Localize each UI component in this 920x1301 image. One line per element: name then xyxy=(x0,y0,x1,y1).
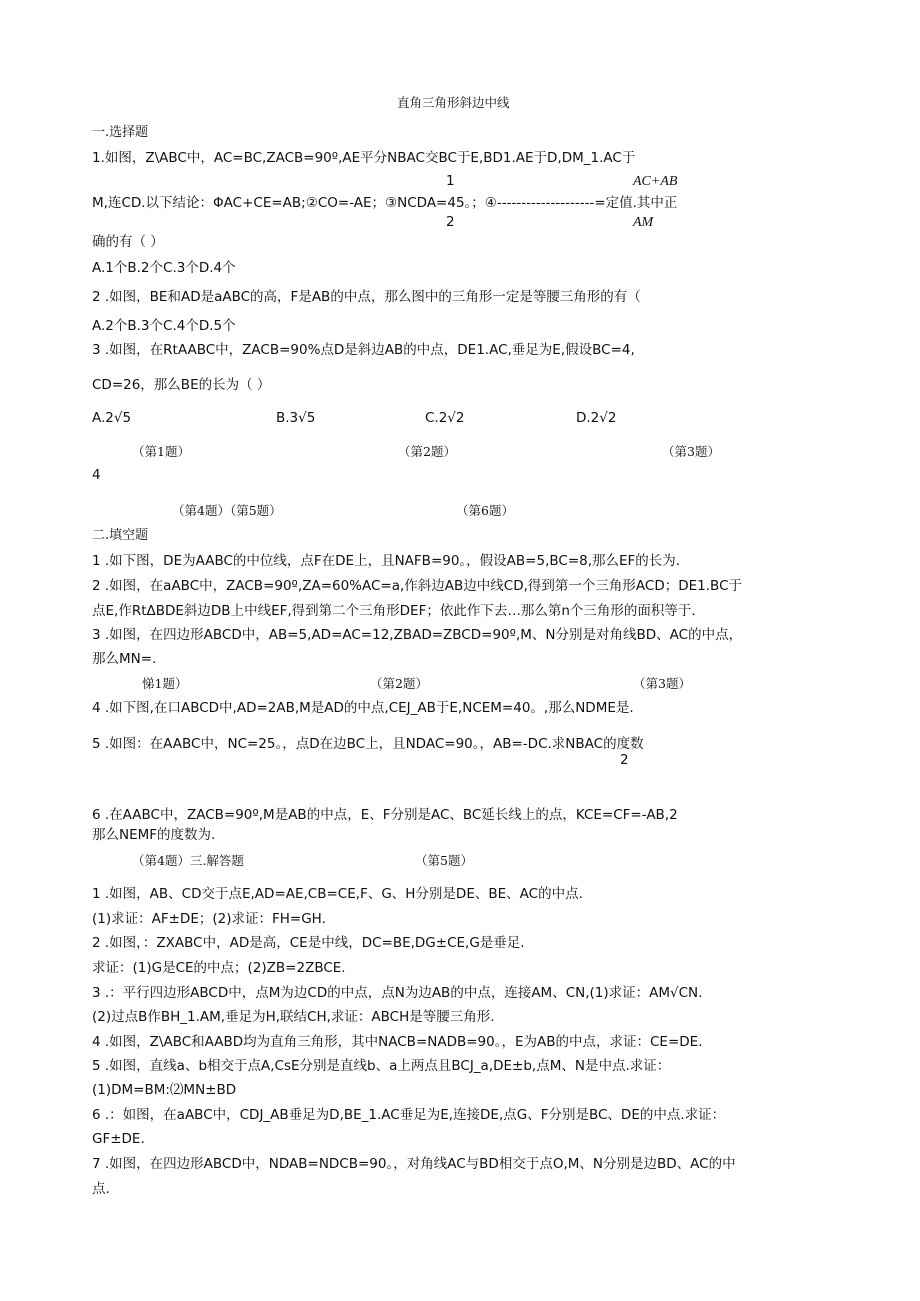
s2-q6-line1: 6 .在AABC中，ZACB=90º,M是AB的中点，E、F分别是AC、BC延长线上的点，KCE=CF=-AB,2 xyxy=(92,807,678,823)
s2-fig-label-4-and-section3-heading: （第4题）三.解答题 xyxy=(132,853,244,868)
s1-q1-frac-den: 2 xyxy=(446,214,455,230)
s3-q2-line2: 求证：(1)G是CE的中点；(2)ZB=2ZBCE. xyxy=(92,960,346,976)
s3-q1-line1: 1 .如图，AB、CD交于点E,AD=AE,CB=CE,F、G、H分别是DE、BE、AC的中点. xyxy=(92,886,583,902)
s1-q3-line2: CD=26，那么BE的长为（ ） xyxy=(92,377,271,393)
s1-q3-option-a: A.2√5 xyxy=(92,410,132,426)
section2-heading: 二.填空题 xyxy=(92,528,149,543)
s1-q1-frac-num: 1 xyxy=(446,173,455,189)
s2-q4: 4 .如下图,在口ABCD中,AD=2AB,M是AD的中点,CEJ_AB于E,NCEM=40。,那么NDME是. xyxy=(92,700,634,716)
s2-q6-line2: 那么NEMF的度数为. xyxy=(92,827,216,843)
s1-q1-frac-top-right: AC+AB xyxy=(633,174,678,189)
s3-q5-line2: (1)DM=BM:⑵MN±BD xyxy=(92,1082,237,1098)
s1-q3-option-c: C.2√2 xyxy=(425,410,465,426)
s1-fig-label-2: （第2题） xyxy=(398,444,456,459)
section1-heading: 一.选择题 xyxy=(92,125,149,140)
s1-q1-line1: 1.如图，Z\ABC中，AC=BC,ZACB=90º,AE平分NBAC交BC于E,BD1.AE于D,DM_1.AC于 xyxy=(92,150,636,166)
s1-q3-option-b: B.3√5 xyxy=(276,410,316,426)
s2-fig-label-3: （第3题） xyxy=(633,676,691,691)
s3-q7-line2: 点. xyxy=(92,1181,110,1197)
s2-q3-line2: 那么MN=. xyxy=(92,651,157,667)
s1-q1-options: A.1个B.2个C.3个D.4个 xyxy=(92,260,236,276)
s1-q3-line1: 3 .如图，在RtAABC中，ZACB=90%点D是斜边AB的中点，DE1.AC,垂足为E,假设BC=4, xyxy=(92,342,635,358)
s1-fig-label-6: （第6题） xyxy=(456,503,514,518)
s1-fig-label-1: （第1题） xyxy=(132,444,190,459)
s2-fig-label-5: （第5题） xyxy=(415,853,473,868)
s3-q3-line2: (2)过点B作BH_1.AM,垂足为H,联结CH,求证：ABCH是等腰三角形. xyxy=(92,1009,495,1025)
s2-q1: 1 .如下图，DE为AABC的中位线，点F在DE上，且NAFB=90。，假设AB=5,BC=8,那么EF的长为. xyxy=(92,553,681,569)
s1-q1-frac-bottom-right: AM xyxy=(633,215,654,230)
s3-q1-line2: (1)求证：AF±DE；(2)求证：FH=GH. xyxy=(92,911,326,927)
s1-fig-label-4-5: （第4题）（第5题） xyxy=(172,503,282,518)
s1-stray-number: 4 xyxy=(92,467,101,483)
s2-q3-line1: 3 .如图，在四边形ABCD中，AB=5,AD=AC=12,ZBAD=ZBCD=90º,M、N分别是对角线BD、AC的中点， xyxy=(92,627,743,643)
s3-q4: 4 .如图，Z\ABC和AABD均为直角三角形，其中NACB=NADB=90。，E为AB的中点，求证：CE=DE. xyxy=(92,1034,703,1050)
s3-q2-line1: 2 .如图，：ZXABC中，AD是高，CE是中线，DC=BE,DG±CE,G是垂足. xyxy=(92,935,525,951)
s1-fig-label-3: （第3题） xyxy=(662,444,720,459)
page-title: 直角三角形斜边中线 xyxy=(397,95,510,110)
s3-q3-line1: 3 .：平行四边形ABCD中，点M为边CD的中点，点N为边AB的中点，连接AM、CN,(1)求证：AM√CN. xyxy=(92,985,703,1001)
s2-fig-label-2: （第2题） xyxy=(370,676,428,691)
s1-q2-options: A.2个B.3个C.4个D.5个 xyxy=(92,318,236,334)
s2-q5: 5 .如图：在AABC中，NC=25。，点D在边BC上，且NDAC=90。，AB=-DC.求NBAC的度数 xyxy=(92,736,644,752)
s1-q1-line2: M,连CD.以下结论：ΦAC+CE=AB;②CO=-AE；③NCDA=45。；④--------------------=定值.其中正 xyxy=(92,195,678,211)
s2-q5-sub: 2 xyxy=(620,752,629,768)
s3-q6-line2: GF±DE. xyxy=(92,1131,145,1147)
s2-q2-line1: 2 .如图，在aABC中，ZACB=90º,ZA=60%AC=a,作斜边AB边中线CD,得到第一个三角形ACD；DE1.BC于 xyxy=(92,578,742,594)
s1-q1-line3: 确的有（ ） xyxy=(92,234,164,250)
s1-q2-line1: 2 .如图，BE和AD是aABC的高，F是AB的中点，那么图中的三角形一定是等腰三角形的有（ xyxy=(92,289,641,305)
s3-q5-line1: 5 .如图，直线a、b相交于点A,CsE分别是直线b、a上两点且BCJ_a,DE±b,点M、N是中点.求证： xyxy=(92,1058,671,1074)
s2-fig-label-1: 悌1题） xyxy=(142,676,188,691)
s3-q6-line1: 6 .：如图，在aABC中，CDJ_AB垂足为D,BE_1.AC垂足为E,连接DE,点G、F分别是BC、DE的中点.求证： xyxy=(92,1107,726,1123)
s2-q2-line2: 点E,作RtΔBDE斜边DB上中线EF,得到第二个三角形DEF；依此作下去…那么第n个三角形的面积等于. xyxy=(92,603,696,619)
s1-q3-option-d: D.2√2 xyxy=(576,410,617,426)
s3-q7-line1: 7 .如图，在四边形ABCD中，NDAB=NDCB=90。，对角线AC与BD相交于点O,M、N分别是边BD、AC的中 xyxy=(92,1156,736,1172)
